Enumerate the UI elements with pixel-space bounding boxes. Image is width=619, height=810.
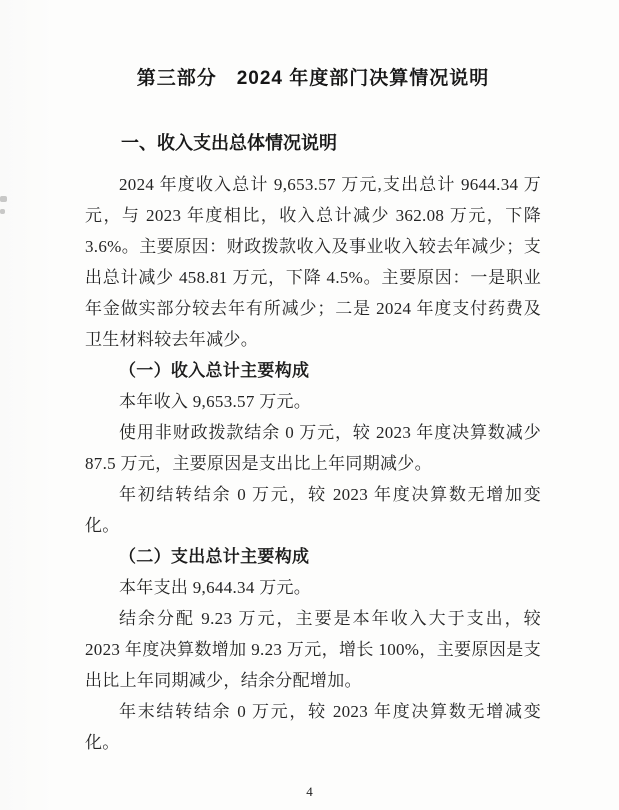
document-title: 第三部分 2024 年度部门决算情况说明: [136, 68, 490, 89]
paragraph-non-fiscal-balance: 使用非财政拨款结余 0 万元，较 2023 年度决算数减少 87.5 万元，主要原因是支出比上年同期减少。: [85, 423, 541, 473]
body-text: [85, 169, 541, 758]
subsection-heading-expense-composition: （二）支出总计主要构成: [119, 547, 310, 566]
paragraph-year-end-carryover: 年末结转结余 0 万元，较 2023 年度决算数无增减变化。: [85, 702, 541, 752]
subsection-heading-income-composition: （一）收入总计主要构成: [119, 361, 310, 380]
section-heading: 一、收入支出总体情况说明: [121, 133, 337, 153]
paragraph-surplus-allocation: 结余分配 9.23 万元，主要是本年收入大于支出，较 2023 年度决算数增加 9.23 万元，增长 100%，主要原因是支出比上年同期减少，结余分配增加。: [85, 609, 541, 690]
page-number: 4: [306, 784, 313, 799]
paragraph-current-year-expense: 本年支出 9,644.34 万元。: [119, 578, 312, 597]
paragraph-year-start-carryover: 年初结转结余 0 万元，较 2023 年度决算数无增加变化。: [85, 485, 541, 535]
paragraph-current-year-income: 本年收入 9,653.57 万元。: [119, 392, 312, 411]
paragraph-income-expense-overview: 2024 年度收入总计 9,653.57 万元,支出总计 9644.34 万元，与 2023 年度相比，收入总计减少 362.08 万元，下降 3.6%。主要原因：财政拨款收入及事业收入较去年减少；支出总计减少 458.81 万元，下降 4.5%。主要原因：一是职业年金做实部分较去年有所减少；二是 2024 年度支付药费及卫生材料较去年减少。: [85, 175, 541, 349]
